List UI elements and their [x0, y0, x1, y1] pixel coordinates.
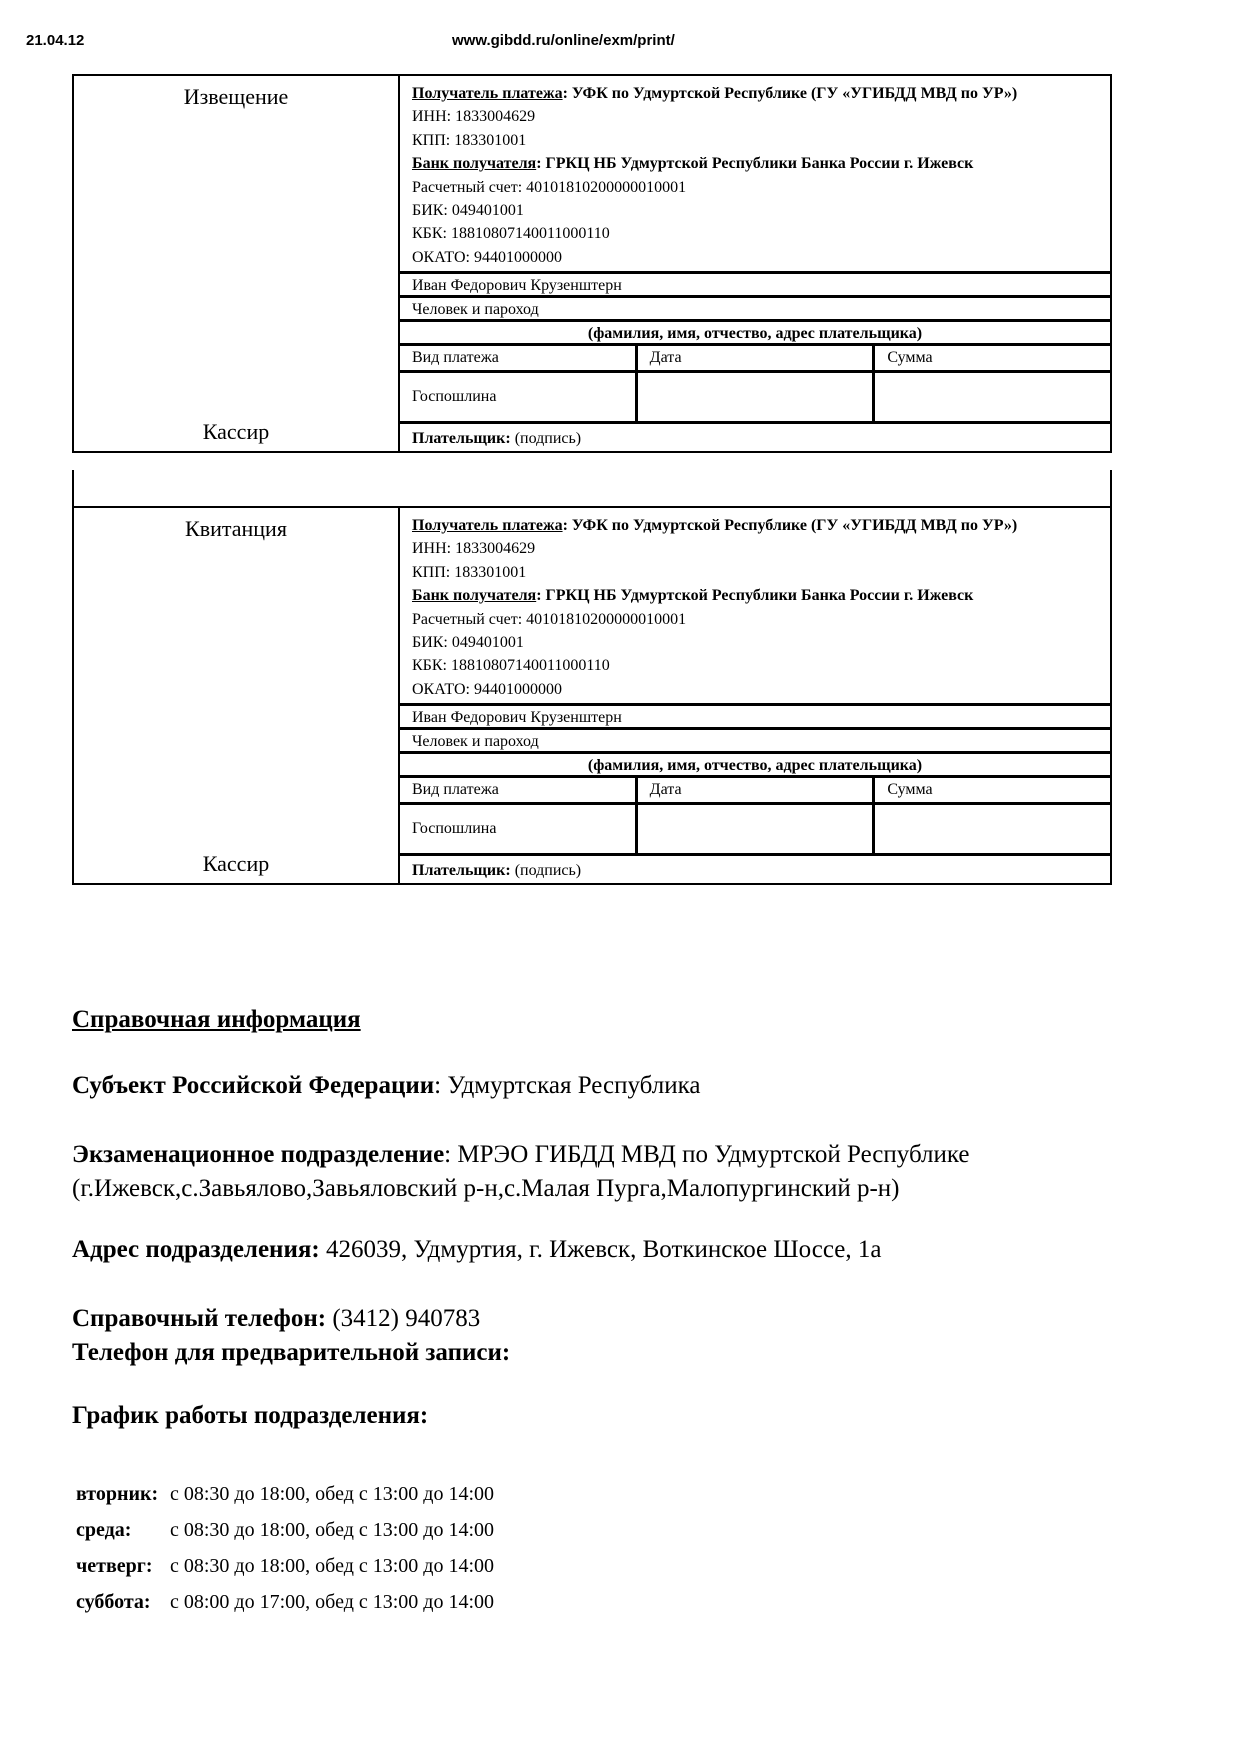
payer-caption: (фамилия, имя, отчество, адрес плательщика)	[400, 751, 1110, 775]
schedule-row	[76, 1476, 494, 1512]
slip-receipt-label: Квитанция	[185, 516, 287, 541]
payment-table-row	[400, 802, 1110, 853]
slip-notice-label: Извещение	[183, 84, 289, 109]
bank-value: : ГРКЦ НБ Удмуртской Республики Банка России г. Ижевск	[536, 155, 974, 173]
slip-separator	[72, 470, 1112, 508]
payment-slip-receipt	[72, 506, 1112, 885]
payment-table-header	[400, 343, 1110, 370]
payment-slip-notice	[72, 74, 1112, 453]
recipient-details	[400, 76, 1110, 271]
info-phones	[72, 1302, 1172, 1370]
signature-label: Плательщик:	[412, 862, 511, 880]
schedule-title: График работы подразделения:	[72, 1402, 429, 1429]
slip-right-column	[399, 75, 1111, 452]
info-subject	[72, 1072, 1172, 1100]
phone-line	[72, 1302, 1172, 1336]
col-date: Дата	[635, 346, 873, 370]
payer-address: Человек и пароход	[400, 727, 1110, 751]
recipient-value: : УФК по Удмуртской Республике (ГУ «УГИБДД МВД по УР»)	[562, 85, 1018, 102]
recipient-line	[412, 82, 1108, 105]
phone-value: (3412) 940783	[326, 1305, 481, 1332]
recipient-label: Получатель платежа	[412, 517, 563, 534]
recipient-value: : УФК по Удмуртской Республике (ГУ «УГИБДД МВД по УР»)	[562, 517, 1018, 534]
payer-signature	[400, 421, 1110, 451]
kpp: КПП: 183301001	[412, 563, 527, 581]
recipient-line	[412, 514, 1108, 537]
inn: ИНН: 1833004629	[412, 540, 536, 558]
slip-cashier-label: Кассир	[202, 419, 270, 445]
inn: ИНН: 1833004629	[412, 108, 536, 126]
info-address	[72, 1236, 1172, 1264]
info-title: Справочная информация	[72, 1006, 361, 1033]
schedule-table	[76, 1476, 494, 1620]
subject-label: Субъект Российской Федерации	[72, 1072, 435, 1099]
payment-table-row	[400, 370, 1110, 421]
payer-name: Иван Федорович Крузенштерн	[400, 271, 1110, 295]
kbk: КБК: 18810807140011000110	[412, 657, 610, 675]
slip-left-column	[73, 75, 399, 452]
bik: БИК: 049401001	[412, 634, 524, 652]
recipient-label: Получатель платежа	[412, 85, 563, 102]
payment-date-value	[635, 373, 873, 421]
prereg-phone-label: Телефон для предварительной записи:	[72, 1339, 511, 1366]
payment-type-value: Госпошлина	[412, 388, 497, 406]
payment-table-header	[400, 775, 1110, 802]
slip-left-column	[73, 507, 399, 884]
bank-value: : ГРКЦ НБ Удмуртской Республики Банка России г. Ижевск	[536, 587, 974, 605]
kbk: КБК: 18810807140011000110	[412, 225, 610, 243]
bank-label: Банк получателя	[412, 155, 537, 173]
address-value: 426039, Удмуртия, г. Ижевск, Воткинское Шоссе, 1а	[319, 1236, 882, 1263]
info-exam-unit	[72, 1138, 1172, 1206]
col-sum: Сумма	[872, 346, 1110, 370]
exam-label: Экзаменационное подразделение	[72, 1141, 445, 1168]
col-date: Дата	[635, 778, 873, 802]
signature-value: (подпись)	[510, 430, 582, 448]
payer-caption: (фамилия, имя, отчество, адрес плательщика)	[400, 319, 1110, 343]
schedule-row	[76, 1512, 494, 1548]
schedule-day: вторник:	[76, 1482, 159, 1505]
schedule-day: среда:	[76, 1518, 132, 1541]
payment-sum-value	[872, 805, 1110, 853]
col-payment-type: Вид платежа	[412, 349, 499, 367]
bank-label: Банк получателя	[412, 587, 537, 605]
schedule-row	[76, 1548, 494, 1584]
schedule-hours: с 08:30 до 18:00, обед с 13:00 до 14:00	[170, 1518, 495, 1541]
schedule-day: суббота:	[76, 1590, 151, 1613]
phone-label: Справочный телефон:	[72, 1305, 327, 1332]
signature-value: (подпись)	[510, 862, 582, 880]
payment-date-value	[635, 805, 873, 853]
payer-name: Иван Федорович Крузенштерн	[400, 703, 1110, 727]
signature-label: Плательщик:	[412, 430, 511, 448]
schedule-hours: с 08:30 до 18:00, обед с 13:00 до 14:00	[170, 1482, 495, 1505]
account: Расчетный счет: 40101810200000010001	[412, 178, 687, 196]
payment-type-value: Госпошлина	[412, 820, 497, 838]
schedule-hours: с 08:00 до 17:00, обед с 13:00 до 14:00	[170, 1590, 495, 1613]
subject-value: : Удмуртская Республика	[434, 1072, 701, 1099]
schedule-hours: с 08:30 до 18:00, обед с 13:00 до 14:00	[170, 1554, 495, 1577]
payment-sum-value	[872, 373, 1110, 421]
schedule-day: четверг:	[76, 1554, 153, 1577]
slip-cashier-label: Кассир	[202, 851, 270, 877]
bank-line	[412, 152, 1108, 175]
address-label: Адрес подразделения:	[72, 1236, 320, 1263]
payer-address: Человек и пароход	[400, 295, 1110, 319]
okato: ОКАТО: 94401000000	[412, 248, 562, 266]
slip-right-column	[399, 507, 1111, 884]
col-payment-type: Вид платежа	[412, 781, 499, 799]
exam-value: : МРЭО ГИБДД МВД по Удмуртской Республике (г.Ижевск,с.Завьялово,Завьяловский р-н,с.Малая Пурга,Малопургинский р-н)	[72, 1141, 970, 1202]
print-date: 21.04.12	[26, 32, 85, 49]
payer-signature	[400, 853, 1110, 883]
schedule-row	[76, 1584, 494, 1620]
bank-line	[412, 584, 1108, 607]
kpp: КПП: 183301001	[412, 131, 527, 149]
okato: ОКАТО: 94401000000	[412, 680, 562, 698]
bik: БИК: 049401001	[412, 202, 524, 220]
recipient-details	[400, 508, 1110, 703]
account: Расчетный счет: 40101810200000010001	[412, 610, 687, 628]
col-sum: Сумма	[872, 778, 1110, 802]
print-url: www.gibdd.ru/online/exm/print/	[452, 32, 675, 49]
